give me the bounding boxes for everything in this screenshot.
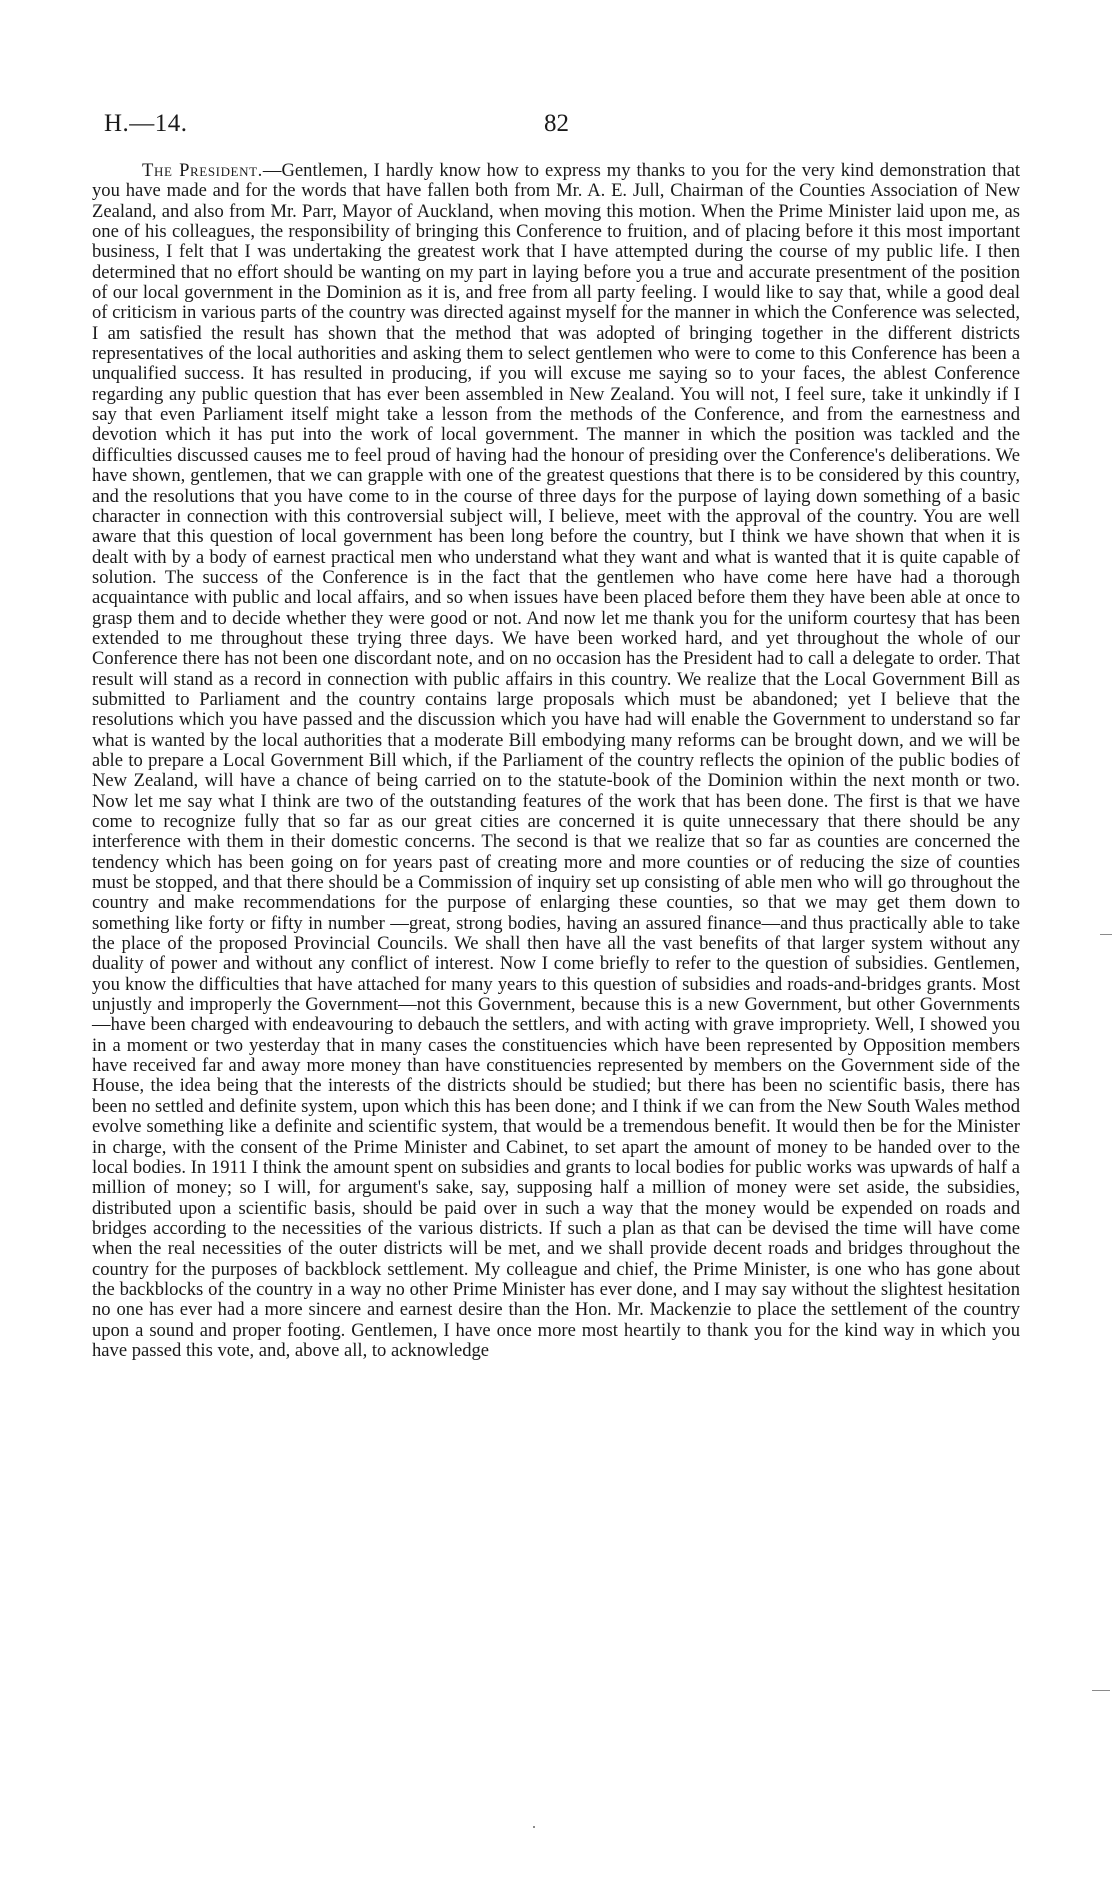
speaker-name: The President. [142,160,263,181]
margin-mark [1092,1690,1110,1691]
page-number: 82 [544,110,569,137]
paper-reference: H.—14. [104,110,188,137]
speech-text: —Gentlemen, I hardly know how to express my thanks to you for the very kind demonstration that you have made and for the words that have fallen both from Mr. A. E. Jull, Chairman of the Counties Association of New Zealand, and also from Mr. Parr, Mayor of Auckland, when moving this motion. When the Prime Minister laid upon me, as one of his colleagues, the responsibility of bringing this Conference to fruition, and of placing before it this most important business, I felt that I was undertaking the greatest work that I have attempted during the course of my public life. I then determined that no effort should be wanting on my part in laying before you a true and accurate presentment of the position of our local government in the Dominion as it is, and free from all party feeling. I would like to say that, while a good deal of criticism in various parts of the country was directed against myself for the manner in which the Conference was selected, I am satisfied the result has shown that the method that was adopted of bringing together in the different districts representatives of the local authorities and asking them to select gentlemen who were to come to this Conference has been a unqualified success. It has resulted in producing, if you will excuse me saying so to your faces, the ablest Conference regarding any public question that has ever been assembled in New Zealand. You will not, I feel sure, take it unkindly if I say that even Parliament itself might take a lesson from the methods of the Conference, and from the earnestness and devotion which it has put into the work of local government. The manner in which the position was tackled and the difficulties discussed causes me to feel proud of having had the honour of presiding over the Conference's deliberations. We have shown, gentlemen, that we can grapple with one of the greatest questions that there is to be considered by this country, and the resolutions that you have come to in the course of three days for the purpose of laying down something of a basic character in connection with this controversial subject will, I believe, meet with the approval of the country. You are well aware that this question of local government has been long before the country, but I think we have shown that when it is dealt with by a body of earnest practical men who understand what they want and what is wanted that it is quite capable of solution. The success of the Conference is in the fact that the gentlemen who have come here have had a thorough acquaintance with public and local affairs, and so when issues have been placed before them they have been able at once to grasp them and to decide whether they were good or not. And now let me thank you for the uniform courtesy that has been extended to me throughout these trying three days. We have been worked hard, and yet throughout the whole of our Conference there has not been one discordant note, and on no occasion has the President had to call a delegate to order. That result will stand as a record in connection with public affairs in this country. We realize that the Local Government Bill as submitted to Parliament and the country contains large proposals which must be abandoned; yet I believe that the resolutions which you have passed and the discussion which you have had will enable the Government to understand so far what is wanted by the local authorities that a moderate Bill embodying many reforms can be brought down, and we will be able to prepare a Local Government Bill which, if the Parliament of the country reflects the opinion of the public bodies of New Zealand, will have a chance of being carried on to the statute-book of the Dominion within the next month or two. Now let me say what I think are two of the outstanding features of the work that has been done. The first is that we have come to recognize fully that so far as our great cities are concerned it is quite unnecessary that there should be any interference with them in their domestic concerns. The second is that we realize that so far as counties are concerned the tendency which has been going on for years past of creating more and more counties or of reducing the size of counties must be stopped, and that there should be a Commission of inquiry set up consisting of able men who will go throughout the country and make recommendations for the purpose of enlarging these counties, so that we may get them down to something like forty or fifty in number —great, strong bodies, having an assured finance—and thus practically able to take the place of the proposed Provincial Councils. We shall then have all the vast benefits of that larger system without any duality of power and without any conflict of interest. Now I come briefly to refer to the question of subsidies. Gentlemen, you know the difficulties that have attached for many years to this question of subsidies and roads-and-bridges grants. Most unjustly and improperly the Government—not this Government, because this is a new Government, but other Governments —have been charged with endeavouring to debauch the settlers, and with acting with grave impropriety. Well, I showed you in a moment or two yesterday that in many cases the constituencies which have been represented by Opposition members have received far and away more money than have constituencies represented by members on the Government side of the House, the idea being that the interests of the districts should be studied; but there has been no scientific basis, there has been no settled and definite system, upon which this has been done; and I think if we can from the New South Wales method evolve something like a definite and scientific system, that would be a tremendous benefit. It would then be for the Minister in charge, with the consent of the Prime Minister and Cabinet, to set apart the amount of money to be handed over to the local bodies. In 1911 I think the amount spent on subsidies and grants to local bodies for public works was upwards of half a million of money; so I will, for argument's sake, say, supposing half a million of money were set aside, the subsidies, distributed upon a scientific basis, should be paid over in such a way that the money would be expended on roads and bridges according to the necessities of the various districts. If such a plan as that can be devised the time will have come when the real necessities of the outer districts will be met, and we shall provide decent roads and bridges throughout the country for the purposes of backblock settlement. My colleague and chief, the Prime Minister, is one who has gone about the backblocks of the country in a way no other Prime Minister has ever done, and I may say without the slightest hesitation no one has ever had a more sincere and earnest desire than the Hon. Mr. Mackenzie to place the settlement of the country upon a sound and proper footing. Gentlemen, I have once more most heartily to thank you for the kind way in which you have passed this vote, and, above all, to acknowledge [92,160,1020,1361]
page-header [104,110,1004,144]
margin-mark [1100,934,1112,935]
page-speck [533,1826,535,1828]
speech-paragraph [92,161,1020,1361]
